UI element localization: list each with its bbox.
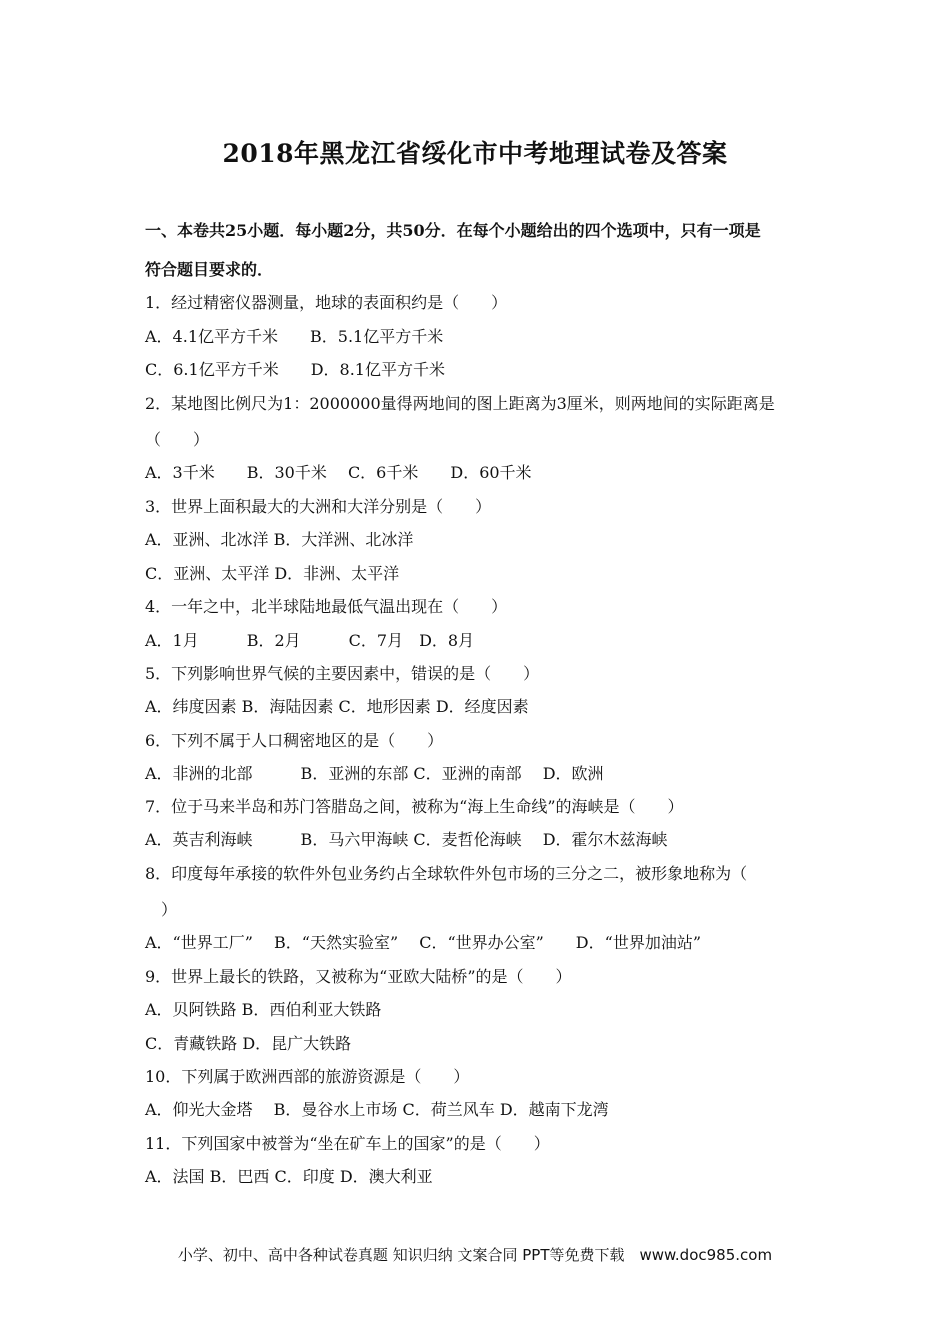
- question-line: 1．经过精密仪器测量，地球的表面积约是（ ）: [145, 293, 508, 312]
- option-line: A．英吉利海峡 B．马六甲海峡 C．麦哲伦海峡 D．霍尔木兹海峡: [145, 830, 668, 849]
- question-line: 3．世界上面积最大的大洲和大洋分别是（ ）: [145, 497, 492, 516]
- question-line-continued: ）: [145, 900, 178, 919]
- option-line: A．1月 B．2月 C．7月 D．8月: [145, 631, 475, 650]
- option-line: C．青藏铁路 D．昆广大铁路: [145, 1034, 352, 1053]
- option-line: A．仰光大金塔 B．曼谷水上市场 C．荷兰风车 D．越南下龙湾: [145, 1100, 609, 1119]
- option-line: A．贝阿铁路 B．西伯利亚大铁路: [145, 1000, 382, 1019]
- question-line: 6．下列不属于人口稠密地区的是（ ）: [145, 731, 444, 750]
- option-line: A．“世界工厂” B．“天然实验室” C．“世界办公室” D．“世界加油站”: [145, 933, 701, 952]
- question-line: 2．某地图比例尺为1：2000000量得两地间的图上距离为3厘米，则两地间的实际距离是: [145, 394, 775, 413]
- option-line: C．6.1亿平方千米 D．8.1亿平方千米: [145, 360, 445, 379]
- option-line: A．非洲的北部 B．亚洲的东部 C．亚洲的南部 D．欧洲: [145, 764, 604, 783]
- page-title: 2018年黑龙江省绥化市中考地理试卷及答案: [222, 139, 728, 168]
- option-line: A．4.1亿平方千米 B．5.1亿平方千米: [145, 327, 444, 346]
- question-line: 11．下列国家中被誉为“坐在矿车上的国家”的是（ ）: [145, 1134, 550, 1153]
- option-line: A．亚洲、北冰洋 B．大洋洲、北冰洋: [145, 530, 414, 549]
- question-line: 4．一年之中，北半球陆地最低气温出现在（ ）: [145, 597, 508, 616]
- question-line: 5．下列影响世界气候的主要因素中，错误的是（ ）: [145, 664, 540, 683]
- question-line: 7．位于马来半岛和苏门答腊岛之间，被称为“海上生命线”的海峡是（ ）: [145, 797, 684, 816]
- question-line: 10．下列属于欧洲西部的旅游资源是（ ）: [145, 1067, 470, 1086]
- question-line-continued: （ ）: [145, 430, 210, 449]
- option-line: C．亚洲、太平洋 D．非洲、太平洋: [145, 564, 400, 583]
- question-line: 9．世界上最长的铁路，又被称为“亚欧大陆桥”的是（ ）: [145, 967, 572, 986]
- section-heading-line-2: 符合题目要求的．: [145, 260, 274, 279]
- page-footer: 小学、初中、高中各种试卷真题 知识归纳 文案合同 PPT等免费下载 www.doc985.com: [177, 1246, 773, 1264]
- question-line: 8．印度每年承接的软件外包业务约占全球软件外包市场的三分之二，被形象地称为（: [145, 864, 748, 883]
- option-line: A．纬度因素 B．海陆因素 C．地形因素 D．经度因素: [145, 697, 529, 716]
- option-line: A．法国 B．巴西 C．印度 D．澳大利亚: [145, 1167, 433, 1186]
- section-heading-line-1: 一、本卷共25小题．每小题2分，共50分．在每个小题给出的四个选项中，只有一项是: [145, 221, 761, 240]
- option-line: A．3千米 B．30千米 C．6千米 D．60千米: [145, 463, 532, 482]
